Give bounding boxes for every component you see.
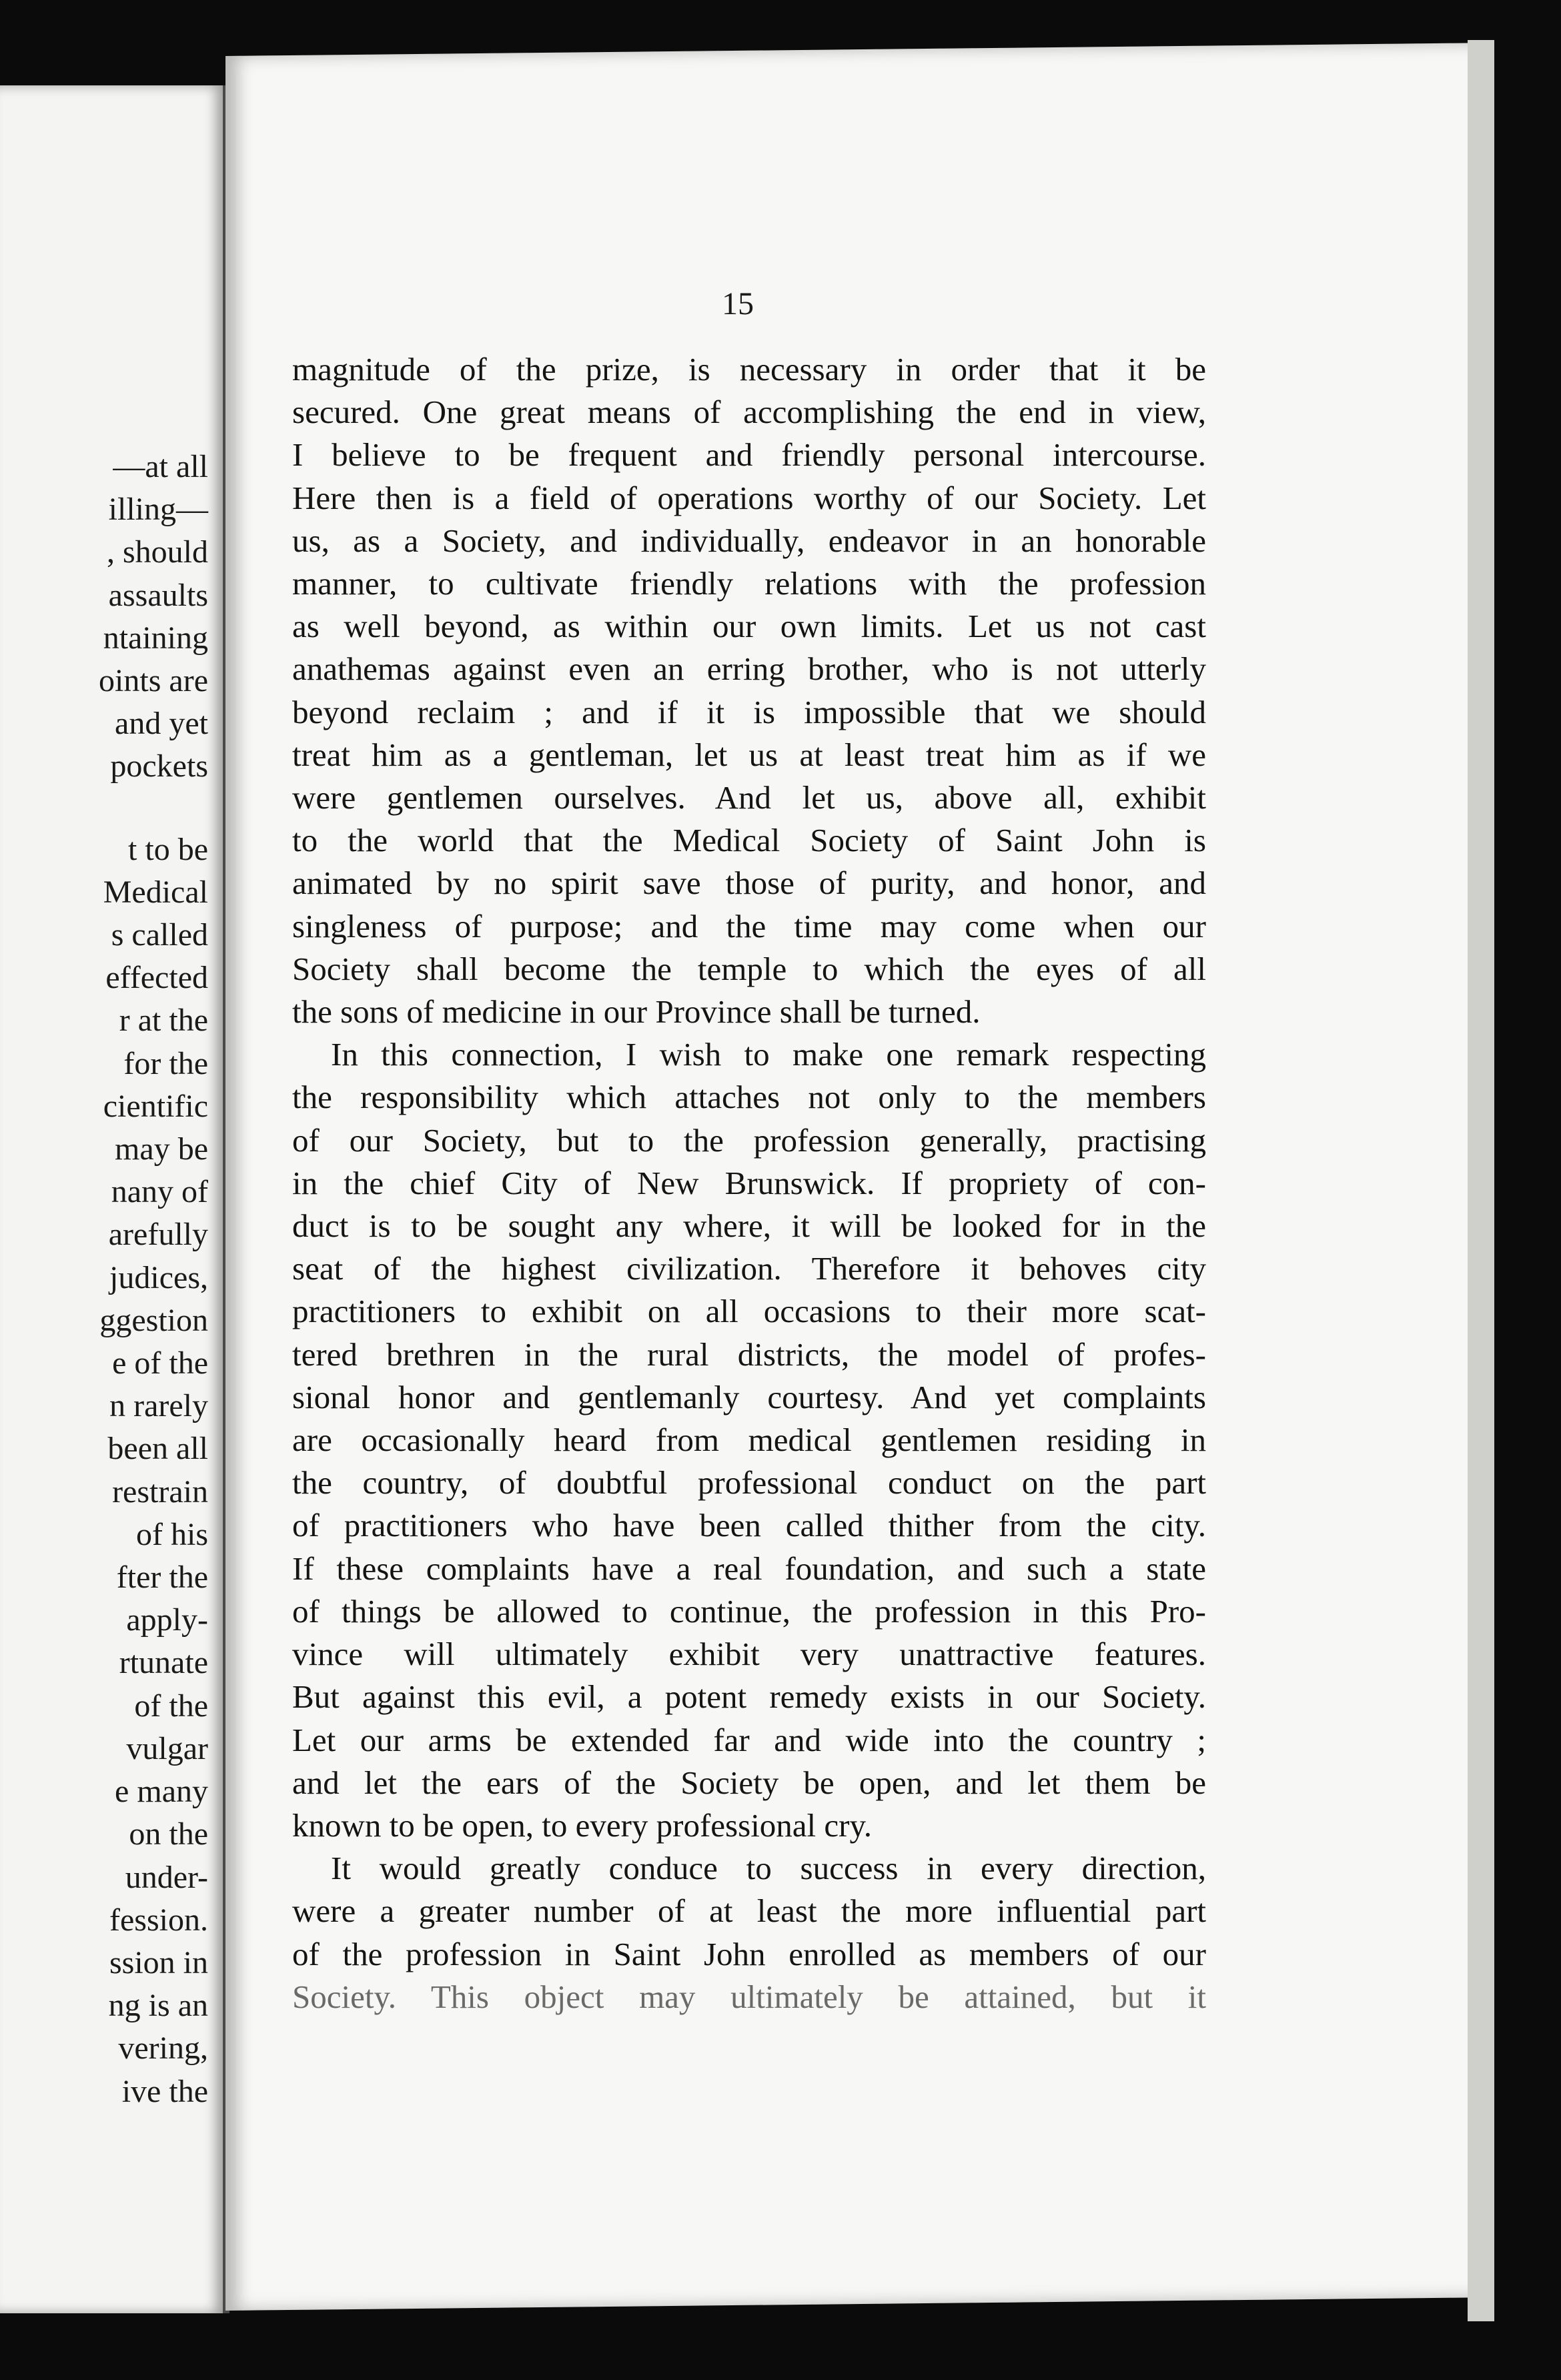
left-line: e of the — [112, 1345, 208, 1381]
text-line: to the world that the Medical Society of Saint John is — [292, 822, 1206, 859]
left-line: fter the — [116, 1560, 208, 1596]
text-line: But against this evil, a potent remedy exists in our Society. — [292, 1678, 1206, 1716]
left-line: been all — [107, 1431, 208, 1467]
left-line: of his — [136, 1516, 208, 1552]
text-line: known to be open, to every professional cry. — [292, 1806, 873, 1844]
left-line: nany of — [111, 1174, 208, 1210]
text-line: If these complaints have a real foundation, and such a state — [292, 1550, 1206, 1587]
text-line: practitioners to exhibit on all occasions to their more scat- — [292, 1293, 1206, 1330]
text-line: of our Society, but to the profession generally, practising — [292, 1121, 1206, 1159]
text-line: seat of the highest civilization. Therefore it behoves city — [292, 1250, 1206, 1287]
left-line: cientific — [103, 1088, 208, 1124]
text-line: beyond reclaim ; and if it is impossible that we should — [292, 693, 1206, 730]
text-line: sional honor and gentlemanly courtesy. And yet complaints — [292, 1378, 1206, 1415]
text-line: secured. One great means of accomplishing the end in view, — [292, 394, 1206, 431]
left-line: vering, — [118, 2030, 208, 2066]
left-line: on the — [129, 1816, 208, 1852]
left-line: fession. — [109, 1902, 208, 1938]
text-line: the sons of medicine in our Province shall be turned. — [292, 993, 981, 1031]
left-line: ntaining — [103, 620, 208, 656]
text-line: anathemas against even an erring brother, who is not utterly — [292, 650, 1206, 688]
left-line: t to be — [128, 831, 208, 867]
left-line: ssion in — [109, 1944, 208, 1980]
left-line: restrain — [112, 1473, 208, 1510]
text-line: animated by no spirit save those of purity, and honor, and — [292, 864, 1206, 902]
page-edge — [1468, 40, 1494, 2321]
left-line: and yet — [115, 706, 208, 742]
left-line: ive the — [121, 2073, 208, 2109]
left-line: oints are — [99, 663, 208, 699]
text-line: us, as a Society, and individually, endeavor in an honorable — [292, 522, 1206, 559]
left-line: assaults — [108, 577, 208, 613]
text-line: were gentlemen ourselves. And let us, above all, exhibit — [292, 779, 1206, 816]
text-line: singleness of purpose; and the time may come when our — [292, 907, 1206, 945]
left-line: rtunate — [119, 1645, 208, 1681]
text-line: are occasionally heard from medical gentlemen residing in — [292, 1421, 1206, 1459]
left-line: n rarely — [109, 1388, 208, 1424]
text-line: It would greatly conduce to success in every direction, — [331, 1850, 1206, 1887]
left-page-text — [99, 446, 208, 2113]
text-line: in the chief City of New Brunswick. If propriety of con- — [292, 1164, 1206, 1201]
left-line: e many — [115, 1774, 208, 1810]
left-line: of the — [134, 1688, 208, 1724]
text-line: and let the ears of the Society be open, and let them be — [292, 1764, 1206, 1801]
page-number: 15 — [722, 286, 754, 322]
left-line: apply- — [126, 1602, 208, 1638]
left-line: judices, — [109, 1259, 208, 1295]
left-line: s called — [111, 917, 208, 953]
text-line: treat him as a gentleman, let us at least treat him as if we — [292, 736, 1206, 773]
text-line: Society shall become the temple to which the eyes of all — [292, 950, 1206, 987]
text-line: manner, to cultivate friendly relations with the profession — [292, 565, 1206, 602]
left-line: ng is an — [108, 1988, 208, 2024]
left-line: vulgar — [126, 1730, 208, 1766]
left-line: Medical — [103, 874, 208, 910]
text-line: Society. This object may ultimately be attained, but it — [292, 1978, 1206, 2015]
left-line: —at all — [113, 449, 208, 484]
text-line: duct is to be sought any where, it will be looked for in the — [292, 1207, 1206, 1245]
left-line: illing— — [108, 492, 208, 528]
left-line: , should — [106, 534, 208, 570]
left-line: ggestion — [99, 1302, 208, 1338]
left-line: effected — [105, 960, 208, 996]
left-line: may be — [115, 1131, 208, 1167]
left-line: under- — [125, 1859, 208, 1895]
left-line: r at the — [119, 1003, 208, 1039]
text-line: In this connection, I wish to make one remark respecting — [331, 1036, 1206, 1073]
text-line: of the profession in Saint John enrolled as members of our — [292, 1935, 1206, 1972]
text-line: of things be allowed to continue, the profession in this Pro- — [292, 1592, 1206, 1630]
text-line: Here then is a field of operations worthy of our Society. Let — [292, 479, 1206, 516]
text-line: the country, of doubtful professional conduct on the part — [292, 1464, 1206, 1502]
text-line: vince will ultimately exhibit very unattractive features. — [292, 1636, 1206, 1673]
text-line: were a greater number of at least the more influential part — [292, 1892, 1206, 1930]
left-line: for the — [123, 1045, 208, 1081]
left-line: arefully — [108, 1217, 208, 1253]
text-line: magnitude of the prize, is necessary in order that it be — [292, 351, 1206, 388]
text-line: tered brethren in the rural districts, the model of profes- — [292, 1335, 1206, 1373]
left-line: pockets — [110, 748, 208, 784]
left-page-fragment — [0, 85, 225, 2313]
text-line: Let our arms be extended far and wide into the country ; — [292, 1721, 1206, 1758]
body-text — [292, 348, 1206, 2018]
text-line: as well beyond, as within our own limits. Let us not cast — [292, 608, 1206, 645]
text-line: I believe to be frequent and friendly personal intercourse. — [292, 436, 1206, 474]
text-line: of practitioners who have been called thither from the city. — [292, 1507, 1206, 1544]
text-line: the responsibility which attaches not only to the members — [292, 1079, 1206, 1116]
